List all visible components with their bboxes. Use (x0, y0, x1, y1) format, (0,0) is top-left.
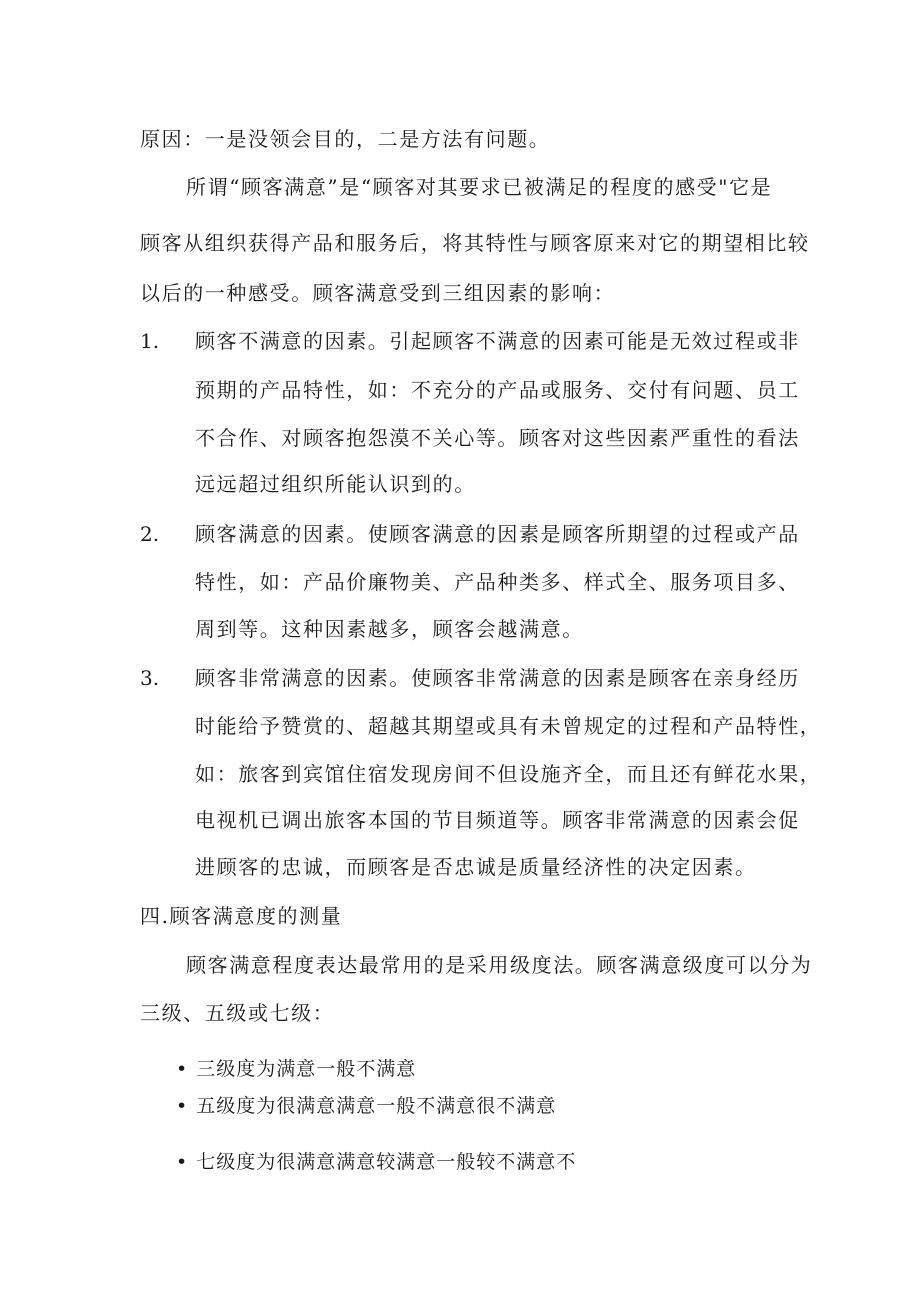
scale-item-1 (176, 1055, 416, 1083)
factor-3-line-3: 如：旅客到宾馆住宿发现房间不但设施齐全，而且还有鲜花水果， (195, 762, 822, 786)
factor-2-line-1: 顾客满意的因素。使顾客满意的因素是顾客所期望的过程或产品 (195, 522, 800, 546)
definition-line-3: 以后的一种感受。顾客满意受到三组因素的影响： (140, 281, 616, 305)
definition-line-2: 顾客从组织获得产品和服务后，将其特性与顾客原来对它的期望相比较 (140, 231, 810, 255)
factor-1-line-1: 顾客不满意的因素。引起顾客不满意的因素可能是无效过程或非 (195, 329, 800, 353)
definition-line-1: 所谓“顾客满意”是“顾客对其要求已被满足的程度的感受"它是 (186, 175, 773, 199)
factor-2-line-2: 特性，如：产品价廉物美、产品种类多、样式全、服务项目多、 (195, 570, 800, 594)
intro-line: 原因：一是没领会目的，二是方法有问题。 (140, 127, 551, 151)
factor-3-number: 3. (140, 666, 160, 690)
factor-3-line-2: 时能给予赞赏的、超越其期望或具有未曾规定的过程和产品特性， (195, 714, 822, 738)
scale-item-1-text: 三级度为满意一般不满意 (196, 1058, 417, 1080)
scale-item-2-text: 五级度为很满意满意一般不满意很不满意 (196, 1095, 557, 1117)
factor-1-line-2: 预期的产品特性，如：不充分的产品或服务、交付有问题、员工 (195, 378, 800, 402)
factor-2-number: 2. (140, 522, 160, 546)
factor-1-line-4: 远远超过组织所能认识到的。 (195, 472, 476, 496)
section-4-line-2: 三级、五级或七级： (140, 1001, 335, 1025)
factor-3-line-5: 进顾客的忠诚，而顾客是否忠诚是质量经济性的决定因素。 (195, 855, 757, 879)
section-4-heading: 四.顾客满意度的测量 (140, 904, 343, 928)
factor-1-line-3: 不合作、对顾客抱怨漠不关心等。顾客对这些因素严重性的看法 (195, 426, 800, 450)
scale-item-3-text: 七级度为很满意满意较满意一般较不满意不 (196, 1151, 577, 1173)
factor-1-number: 1. (140, 329, 160, 353)
bullet-dot-icon: • (176, 1095, 189, 1117)
factor-3-line-1: 顾客非常满意的因素。使顾客非常满意的因素是顾客在亲身经历 (195, 666, 800, 690)
bullet-dot-icon: • (176, 1151, 189, 1173)
scale-item-2 (176, 1092, 556, 1120)
bullet-dot-icon: • (176, 1058, 189, 1080)
factor-2-line-3: 周到等。这种因素越多，顾客会越满意。 (195, 617, 584, 641)
factor-3-line-4: 电视机已调出旅客本国的节目频道等。顾客非常满意的因素会促 (195, 808, 800, 832)
section-4-line-1: 顾客满意程度表达最常用的是采用级度法。顾客满意级度可以分为 (186, 953, 813, 977)
scale-item-3 (176, 1148, 576, 1176)
